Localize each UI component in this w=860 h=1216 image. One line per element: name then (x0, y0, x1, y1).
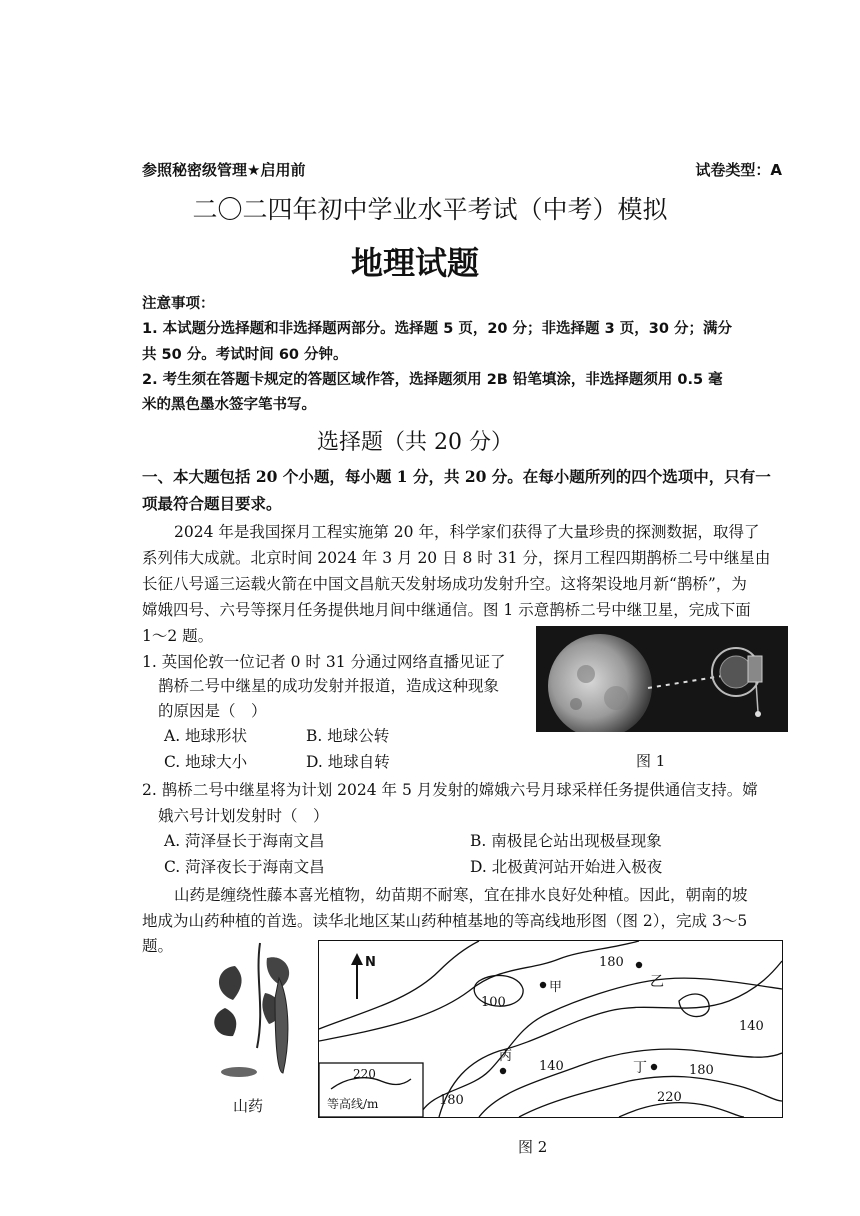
point-bing-marker (500, 1068, 506, 1074)
passage1-line-1: 2024 年是我国探月工程实施第 20 年，科学家们获得了大量珍贵的探测数据，取得了 (174, 523, 760, 541)
q1-stem-1: 1. 英国伦敦一位记者 0 时 31 分通过网络直播见证了 (142, 653, 506, 671)
passage1-line-2: 系列伟大成就。北京时间 2024 年 3 月 20 日 8 时 31 分，探月工程四期鹊桥二号中继星由 (142, 549, 771, 567)
legend-label: 等高线/m (327, 1097, 379, 1111)
secret-level: 参照秘密级管理★启用前 (142, 161, 306, 179)
passage2-line-2: 地成为山药种植的首选。读华北地区某山药种植基地的等高线地形图（图 2），完成 3～5 (142, 912, 748, 930)
point-bing-label: 丙 (499, 1049, 513, 1064)
section-instruction-1: 一、本大题包括 20 个小题，每小题 1 分，共 20 分。在每小题所列的四个选项中，只有一 (142, 467, 771, 486)
contour-label-180-top: 180 (599, 955, 624, 970)
section-instruction-2: 项最符合题目要求。 (142, 494, 282, 513)
q1-option-a[interactable]: A. 地球形状 (164, 727, 248, 745)
leaf-icon (219, 966, 242, 1000)
passage1-line-4: 嫦娥四号、六号等探月任务提供地月间中继通信。图 1 示意鹊桥二号中继卫星，完成下面 (142, 601, 751, 619)
yam-tuber-shape (275, 978, 288, 1073)
notes-line-2: 共 50 分。考试时间 60 分钟。 (142, 347, 348, 363)
contour-closed (679, 994, 709, 1017)
contour-label-180-right: 180 (689, 1063, 714, 1078)
contour-label-220: 220 (657, 1090, 682, 1105)
page-title: 地理试题 (350, 244, 479, 282)
notes-line-3: 2. 考生须在答题卡规定的答题区域作答，选择题须用 2B 铅笔填涂，非选择题须用 0.5 毫 (142, 372, 723, 388)
q1-option-b[interactable]: B. 地球公转 (306, 727, 390, 745)
point-yi-marker (636, 962, 642, 968)
q2-stem-2: 娥六号计划发射时（ ） (158, 807, 329, 825)
q2-option-b[interactable]: B. 南极昆仑站出现极昼现象 (470, 832, 662, 850)
q2-option-d[interactable]: D. 北极黄河站开始进入极夜 (470, 858, 663, 876)
q1-option-c[interactable]: C. 地球大小 (164, 753, 248, 771)
notes-heading: 注意事项： (142, 296, 215, 312)
q2-option-c[interactable]: C. 菏泽夜长于海南文昌 (164, 858, 325, 876)
q1-option-d[interactable]: D. 地球自转 (306, 753, 390, 771)
section-title: 选择题（共 20 分） (317, 430, 513, 455)
contour-line (439, 961, 782, 1117)
q2-option-a[interactable]: A. 菏泽昼长于海南文昌 (164, 832, 325, 850)
passage2-line-3: 题。 (142, 937, 174, 955)
point-jia-marker (540, 982, 546, 988)
passage1-line-5: 1～2 题。 (142, 627, 214, 645)
passage2-line-1: 山药是缠绕性藤本喜光植物，幼苗期不耐寒，宜在排水良好处种植。因此，朝南的坡 (174, 886, 748, 904)
paper-type: 试卷类型：A (695, 161, 782, 179)
contour-line (479, 1049, 782, 1117)
contour-label-100: 100 (481, 995, 506, 1010)
legend-value: 220 (353, 1067, 376, 1081)
point-ding-label: 丁 (633, 1060, 647, 1076)
contour-line (519, 1076, 782, 1117)
satellite-body (748, 656, 762, 682)
point-yi-label: 乙 (650, 974, 664, 990)
contour-label-140-right: 140 (739, 1019, 764, 1034)
contour-line (319, 941, 479, 1029)
yam-illustration (205, 938, 310, 1088)
point-jia-label: 甲 (549, 980, 563, 995)
notes-line-1: 1. 本试题分选择题和非选择题两部分。选择题 5 页，20 分；非选择题 3 页，30 分；满分 (142, 321, 732, 337)
figure-1-image (536, 626, 788, 732)
figure-2-caption: 图 2 (518, 1138, 548, 1156)
moon-satellite-graphic (536, 626, 788, 732)
moon-shape (548, 634, 652, 732)
q1-stem-2: 鹊桥二号中继星的成功发射并报道，造成这种现象 (158, 677, 500, 695)
yam-label: 山药 (233, 1097, 264, 1115)
north-label: N (365, 955, 376, 970)
q2-stem-1: 2. 鹊桥二号中继星将为计划 2024 年 5 月发射的嫦娥六号月球采样任务提供通信支持。嫦 (142, 781, 758, 799)
exam-subtitle: 二〇二四年初中学业水平考试（中考）模拟 (192, 195, 668, 224)
q1-stem-3: 的原因是（ ） (158, 702, 267, 720)
notes-line-4: 米的黑色墨水签字笔书写。 (142, 397, 316, 413)
contour-label-180-bottom: 180 (439, 1093, 464, 1108)
figure-1-caption: 图 1 (636, 752, 666, 770)
point-ding-marker (651, 1064, 657, 1070)
contour-line (419, 978, 782, 1117)
passage1-line-3: 长征八号遥三运载火箭在中国文昌航天发射场成功发射升空。这将架设地月新“鹊桥”，为 (142, 575, 747, 593)
figure-2-map (318, 940, 783, 1118)
contour-label-140-mid: 140 (539, 1059, 564, 1074)
